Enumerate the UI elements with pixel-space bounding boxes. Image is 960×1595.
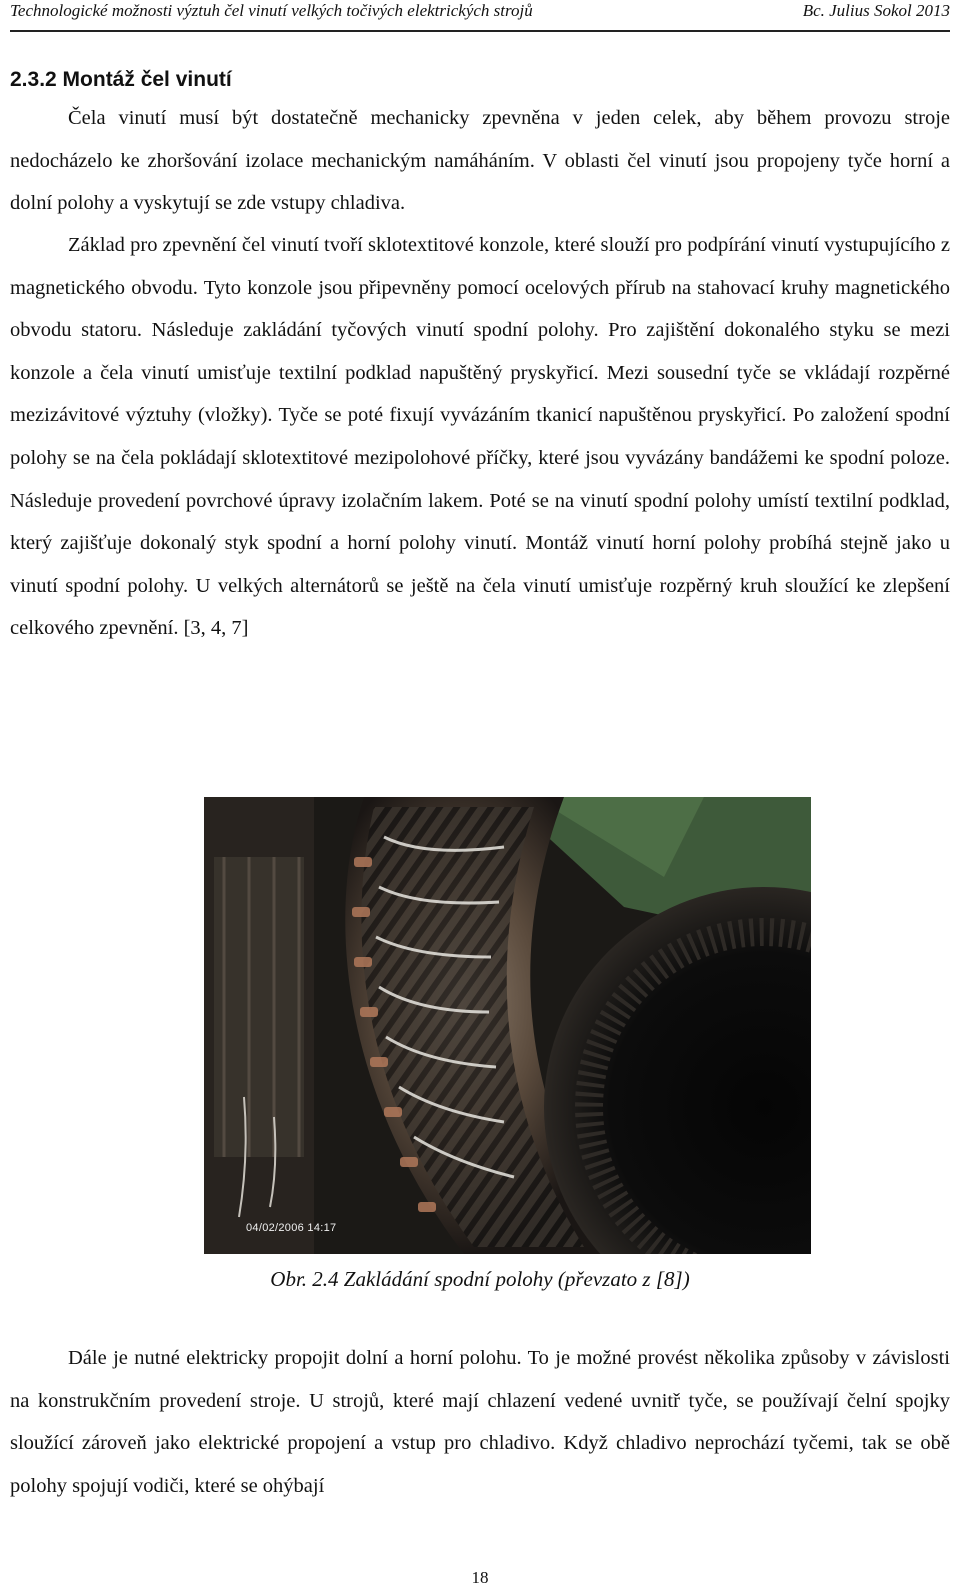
section-heading: 2.3.2 Montáž čel vinutí — [10, 68, 232, 91]
stator-winding-photo — [204, 797, 811, 1254]
header-author: Bc. Julius Sokol 2013 — [802, 1, 950, 20]
paragraph-2: Základ pro zpevnění čel vinutí tvoří sklotextitové konzole, které slouží pro podpírání vinutí vystupujícího z magnetického obvodu. Tyto konzole jsou připevněny pomocí ocelových přírub na stahovací kruhy magnetického obvodu statoru. Následuje zakládání tyčových vinutí spodní polohy. Pro zajištění dokonalého styku se mezi konzole a čela vinutí umisťuje textilní podklad napuštěný pryskyřicí. Mezi sousední tyče se vkládají rozpěrné mezizávitové výztuhy (vložky). Tyče se poté fixují vyvázáním tkanicí napuštěnou pryskyřicí. Po založení spodní polohy se na čela pokládají sklotextitové mezipolohové příčky, které jsou vyvázány bandážemi ke spodní poloze. Následuje provedení povrchové úpravy izolačním lakem. Poté se na vinutí spodní polohy umístí textilní podklad, který zajišťuje dokonalý styk spodní a horní polohy vinutí. Montáž vinutí horní polohy probíhá stejně jako u vinutí spodní polohy. U velkých alternátorů se ještě na čela vinutí umisťuje rozpěrný kruh sloužící ke zlepšení celkového zpevnění. [3, 4, 7] — [10, 234, 950, 640]
figure-caption: Obr. 2.4 Zakládání spodní polohy (převzato z [8]) — [270, 1267, 690, 1291]
paragraph-1: Čela vinutí musí být dostatečně mechanicky zpevněna v jeden celek, aby během provozu stroje nedocházelo ke zhoršování izolace mechanickým namáháním. V oblasti čel vinutí jsou propojeny tyče horní a dolní polohy a vyskytují se zde vstupy chladiva. — [10, 107, 950, 215]
figure-photo — [204, 797, 811, 1254]
header-title: Technologické možnosti výztuh čel vinutí velkých točivých elektrických strojů — [10, 1, 533, 20]
left-frame — [204, 797, 314, 1254]
paragraph-3: Dále je nutné elektricky propojit dolní a horní polohu. To je možné provést několika způsoby v závislosti na konstrukčním provedení stroje. U strojů, které mají chlazení vedené uvnitř tyče, se používají čelní spojky sloužící zároveň jako elektrické propojení a vstup pro chladivo. Když chladivo neprochází tyčemi, tak se obě polohy spojují vodiči, které se ohýbají — [10, 1347, 950, 1497]
running-header — [10, 0, 950, 32]
page-number: 18 — [471, 1568, 489, 1587]
photo-timestamp: 04/02/2006 14:17 — [246, 1222, 337, 1234]
